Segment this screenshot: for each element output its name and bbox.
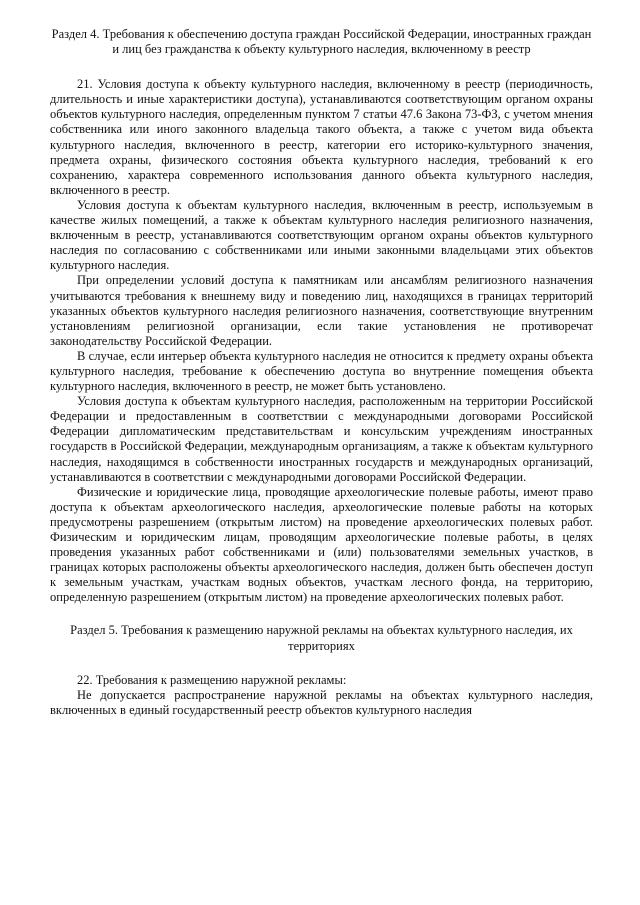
paragraph-religious-access: При определении условий доступа к памятникам или ансамблям религиозного назначения учитываются требования к внешнему виду и поведению лиц, находящихся в границах территорий указанных объектов культурного наследия религиозного назначения, соответствующие внутренним установлениям религиозной организации, если такие установления не противоречат законодательству Российской Федерации. [50, 273, 593, 348]
section-5-heading: Раздел 5. Требования к размещению наружной рекламы на объектах культурного наследия, их территориях [70, 623, 573, 653]
document-body [50, 27, 593, 718]
paragraph-22: 22. Требования к размещению наружной рекламы: [77, 672, 347, 687]
paragraph-advertising-ban: Не допускается распространение наружной рекламы на объектах культурного наследия, включенных в единый государственный реестр объектов культурного наследия [50, 687, 593, 717]
paragraph-interior-access: В случае, если интерьер объекта культурного наследия не относится к предмету охраны объекта культурного наследия, требование к обеспечению доступа во внутренние помещения объекта культурного наследия, включенного в реестр, не может быть установлено. [50, 348, 593, 394]
section-4-heading: Раздел 4. Требования к обеспечению доступа граждан Российской Федерации, иностранных граждан и лиц без гражданства к объекту культурного наследия, включенному в реестр [51, 27, 592, 57]
paragraph-21: 21. Условия доступа к объекту культурного наследия, включенному в реестр (периодичность, длительность и иные характеристики доступа), устанавливаются соответствующим органом охраны объектов культурного наследия, определенным пунктом 7 статьи 47.6 Закона 73-ФЗ, с учетом мнения собственника или иного законного владельца такого объекта, а также с учетом вида объекта культурного наследия, включенного в реестр, категории его историко-культурного значения, предмета охраны, физического состояния объекта культурного наследия, требований к его сохранению, характера современного использования данного объекта культурного наследия, включенного в реестр. [50, 77, 593, 197]
paragraph-diplomatic-access: Условия доступа к объектам культурного наследия, расположенным на территории Российской Федерации и предоставленным в соответствии с международными договорами Российской Федерации дипломатическим представительствам и консульским учреждениям иностранных государств в Российской Федерации, международным организациям, а также к объектам культурного наследия, находящимся в собственности иностранных государств и международных организаций, устанавливаются в соответствии с международными договорами Российской Федерации. [50, 394, 593, 484]
paragraph-residential-access: Условия доступа к объектам культурного наследия, включенным в реестр, используемым в качестве жилых помещений, а также к объектам культурного наследия религиозного назначения, включенным в реестр, устанавливаются соответствующим органом охраны объектов культурного наследия по согласованию с собственниками или иными законными владельцами этих объектов культурного наследия. [50, 197, 593, 273]
paragraph-archaeological-access: Физические и юридические лица, проводящие археологические полевые работы, имеют право доступа к объектам археологического наследия, археологические полевые работы на которых предусмотрены разрешением (открытым листом) на проведение археологических полевых работ. Физическим и юридическим лицам, проводящим археологические полевые работы, в целях проведения указанных работ собственниками и (или) пользователями земельных участков, в границах которых расположены объекты археологического наследия, должен быть обеспечен доступ к земельным участкам, участкам водных объектов, участкам лесного фонда, на территорию, определенную разрешением (открытым листом) на проведение археологических полевых работ. [50, 484, 593, 605]
